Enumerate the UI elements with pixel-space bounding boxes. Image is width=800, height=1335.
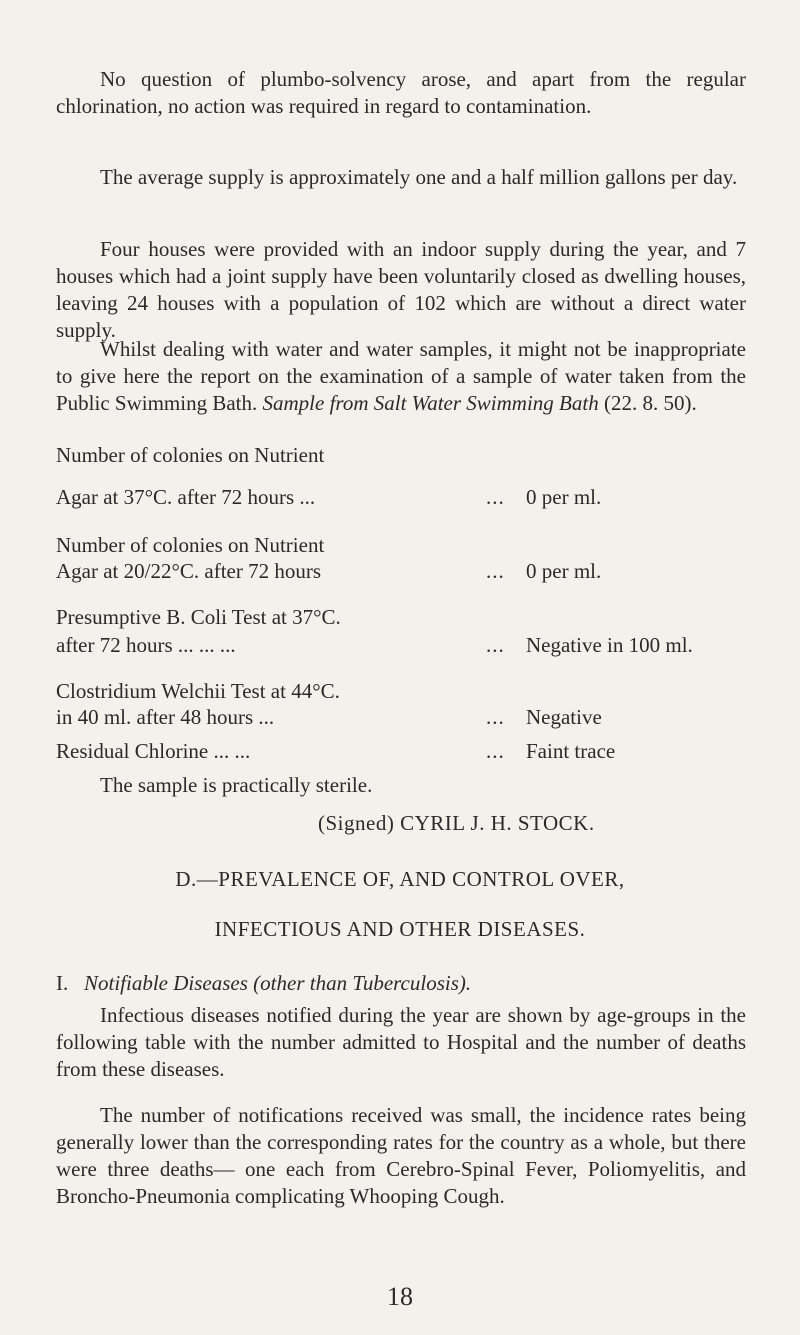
section-heading-line1: D.—PREVALENCE OF, AND CONTROL OVER, [175,867,625,891]
result-label-line1: Clostridium Welchii Test at 44°C. [56,679,340,703]
result-value: 0 per ml. [526,559,602,583]
paragraph-average-supply: The average supply is approximately one and a half million gallons per day. [100,165,738,189]
result-leader-dots: ... [486,705,505,729]
result-label-line1: Number of colonies on Nutrient [56,443,325,467]
sample-date: (22. 8. 50). [603,391,697,415]
result-label-line2: Agar at 20/22°C. after 72 hours [56,559,322,583]
result-value: Faint trace [526,739,616,763]
result-leader-dots: ... [486,485,505,509]
result-label-line2: Residual Chlorine ... ... [56,739,251,763]
result-leader-dots: ... [486,739,505,763]
sterile-note: The sample is practically sterile. [100,773,373,797]
result-leader-dots: ... [486,559,505,583]
subsection-title: Notifiable Diseases [84,971,248,995]
result-label-line2: Agar at 37°C. after 72 hours ... [56,485,316,509]
result-label-line2: after 72 hours ... ... ... [56,633,236,657]
paragraph-swimming-bath-text: Whilst dealing with water and water samples, it might not be inappropriate to give here the report on the examination of a sample of water taken from the Public Swimming Bath. [56,337,746,415]
result-label-line1: Number of colonies on Nutrient [56,533,325,557]
result-label-line1: Presumptive B. Coli Test at 37°C. [56,605,341,629]
result-value: 0 per ml. [526,485,602,509]
result-value: Negative in 100 ml. [526,633,693,657]
section-heading-line2: INFECTIOUS AND OTHER DISEASES. [214,917,586,941]
signature: (Signed) CYRIL J. H. STOCK. [318,811,595,835]
subsection-qualifier: (other than Tuberculosis). [253,971,472,995]
paragraph-notifications: The number of notifications received was small, the incidence rates being generally lower than the corresponding rates for the country as a whole, but there were three deaths— one each from Cerebro-Spinal Fever, Poliomyelitis, and Broncho-Pneumonia complicating Whooping Cough. [56,1103,746,1208]
paragraph-houses-supply: Four houses were provided with an indoor supply during the year, and 7 houses which had a joint supply have been voluntarily closed as dwelling houses, leaving 24 houses with a population of 102 which are without a direct water supply. [56,237,746,342]
paragraph-swimming-bath [56,336,746,417]
paragraph-plumbo-solvency: No question of plumbo-solvency arose, and apart from the regular chlorination, no action was required in regard to contamination. [56,67,746,118]
result-label-line2: in 40 ml. after 48 hours ... [56,705,275,729]
subsection-number: I. [56,971,69,995]
sample-title: Sample from Salt Water Swimming Bath [262,391,599,415]
result-leader-dots: ... [486,633,505,657]
paragraph-infectious-diseases: Infectious diseases notified during the year are shown by age-groups in the following table with the number admitted to Hospital and the number of deaths from these diseases. [56,1003,746,1081]
subsection-heading [56,970,471,997]
result-value: Negative [526,705,602,729]
page-number: 18 [387,1282,413,1311]
